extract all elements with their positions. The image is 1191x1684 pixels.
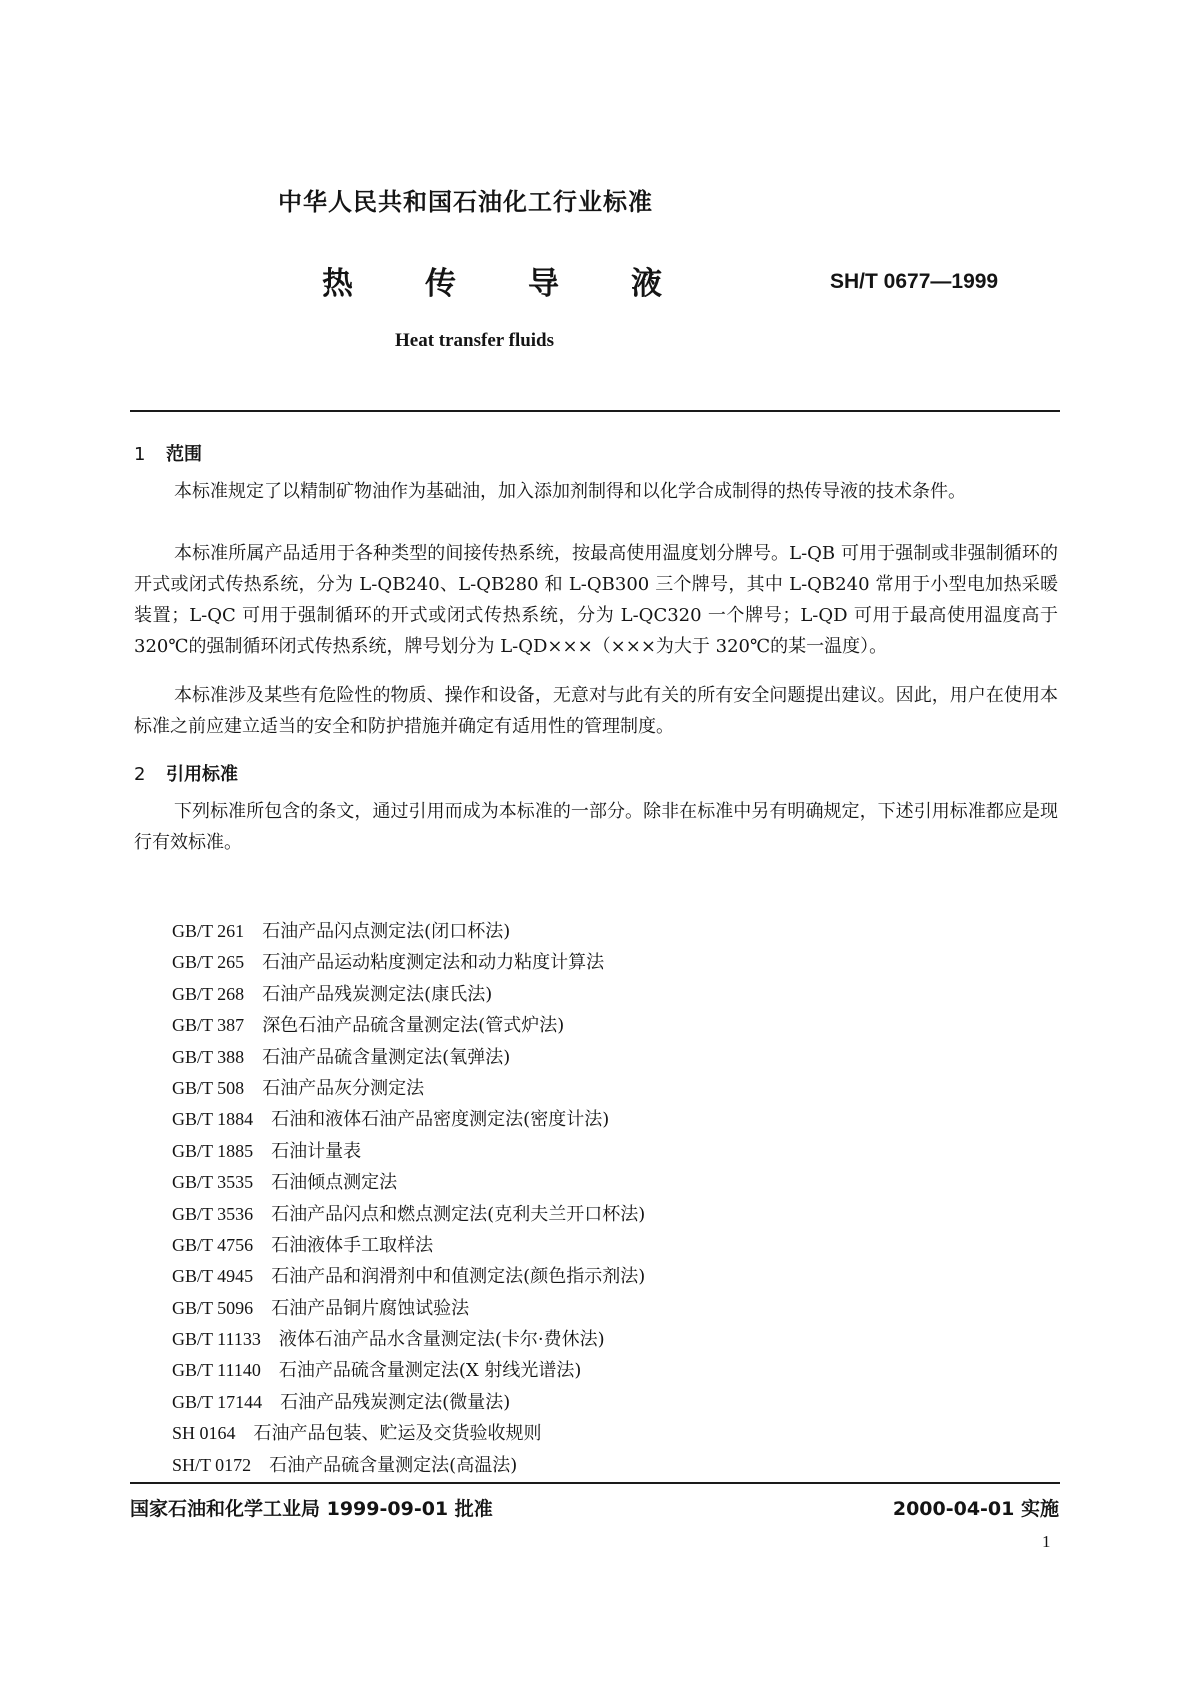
document-title: [322, 266, 662, 302]
title-char: 热: [322, 266, 353, 302]
list-item: [172, 1199, 645, 1230]
list-item: [172, 1261, 645, 1292]
section-number: 2: [134, 764, 146, 785]
reference-title: 石油产品闪点和燃点测定法(克利夫兰开口杯法): [271, 1203, 646, 1225]
list-item: [172, 1355, 645, 1386]
list-item: [172, 1167, 645, 1198]
standard-category-title: 中华人民共和国石油化工行业标准: [278, 188, 653, 216]
bottom-divider: [130, 1482, 1060, 1484]
implementation-date: 2000-04-01 实施: [892, 1498, 1059, 1520]
reference-code: SH/T 0172: [172, 1454, 252, 1475]
reference-code: GB/T 268: [172, 983, 245, 1004]
list-item: [172, 1450, 645, 1481]
reference-title: 石油产品灰分测定法: [262, 1077, 425, 1099]
reference-title: 石油产品硫含量测定法(X 射线光谱法): [278, 1360, 582, 1382]
reference-code: SH 0164: [172, 1423, 236, 1444]
reference-title: 石油液体手工取样法: [271, 1234, 434, 1256]
reference-title: 液体石油产品水含量测定法(卡尔·费休法): [278, 1329, 605, 1351]
reference-code: GB/T 11133: [172, 1329, 261, 1350]
reference-code: GB/T 5096: [172, 1297, 254, 1318]
reference-title: 石油产品闪点测定法(闭口杯法): [262, 921, 511, 942]
section-1-paragraph-1: 本标准规定了以精制矿物油作为基础油，加入添加剂制得和以化学合成制得的热传导液的技术条件。: [174, 481, 966, 502]
section-1-paragraph-3: 本标准涉及某些有危险性的物质、操作和设备，无意对与此有关的所有安全问题提出建议。因此，用户在使用本标准之前应建立适当的安全和防护措施并确定有适用性的管理制度。: [134, 685, 1058, 737]
list-item: [172, 1136, 645, 1167]
section-1-paragraph-2: 本标准所属产品适用于各种类型的间接传热系统，按最高使用温度划分牌号。L-QB 可用于强制或非强制循环的开式或闭式传热系统，分为 L-QB240、L-QB280 和 L-QB300 三个牌号，其中 L-QB240 常用于小型电加热采暖装置；L-QC 可用于强制循环的开式或闭式传热系统，分为 L-QC320 一个牌号；L-QD 可用于最高使用温度高于 320℃的强制循环闭式传热系统，牌号划分为 L-QD×××（×××为大于 320℃的某一温度）。: [134, 543, 1058, 657]
list-item: [172, 1104, 645, 1135]
reference-title: 石油产品硫含量测定法(氧弹法): [262, 1046, 511, 1068]
approval-statement: 国家石油和化学工业局 1999-09-01 批准: [130, 1498, 493, 1520]
list-item: [172, 1010, 645, 1041]
list-item: [172, 1073, 645, 1104]
title-char: 导: [528, 266, 559, 302]
section-2-intro: 下列标准所包含的条文，通过引用而成为本标准的一部分。除非在标准中另有明确规定，下述引用标准都应是现行有效标准。: [134, 801, 1058, 853]
section-title: 引用标准: [166, 764, 238, 785]
list-item: [172, 1387, 645, 1418]
list-item: [172, 1324, 645, 1355]
reference-title: 深色石油产品硫含量测定法(管式炉法): [262, 1015, 565, 1037]
reference-code: GB/T 265: [172, 952, 245, 973]
reference-code: GB/T 4756: [172, 1234, 254, 1255]
reference-code: GB/T 261: [172, 921, 245, 941]
list-item: [172, 947, 645, 978]
top-divider: [130, 410, 1060, 412]
reference-title: 石油产品和润滑剂中和值测定法(颜色指示剂法): [271, 1266, 646, 1288]
reference-title: 石油产品运动粘度测定法和动力粘度计算法: [262, 952, 605, 974]
reference-code: GB/T 1884: [172, 1109, 254, 1130]
reference-title: 石油产品铜片腐蚀试验法: [271, 1297, 470, 1319]
reference-title: 石油和液体石油产品密度测定法(密度计法): [271, 1109, 610, 1131]
section-title: 范围: [166, 444, 202, 465]
reference-title: 石油产品包装、贮运及交货验收规则: [253, 1423, 542, 1445]
list-item: [172, 1293, 645, 1324]
reference-title: 石油产品硫含量测定法(高温法): [269, 1454, 518, 1476]
reference-title: 石油计量表: [271, 1140, 362, 1162]
page-number: 1: [1042, 1532, 1051, 1551]
section-1-heading: [134, 440, 202, 466]
title-char: 传: [425, 266, 456, 302]
reference-code: GB/T 17144: [172, 1391, 263, 1412]
reference-code: GB/T 387: [172, 1015, 245, 1036]
reference-code: GB/T 11140: [172, 1360, 261, 1381]
title-char: 液: [631, 266, 662, 302]
list-item: [172, 916, 645, 947]
section-2-heading: [134, 760, 238, 786]
standard-code: SH/T 0677—1999: [830, 270, 999, 293]
list-item: [172, 1230, 645, 1261]
reference-code: GB/T 4945: [172, 1266, 254, 1287]
english-title: Heat transfer fluids: [395, 330, 555, 351]
list-item: [172, 1418, 645, 1449]
reference-title: 石油倾点测定法: [271, 1172, 398, 1194]
reference-code: GB/T 508: [172, 1077, 245, 1098]
reference-list: [172, 916, 645, 1481]
list-item: [172, 979, 645, 1010]
section-number: 1: [134, 444, 146, 465]
reference-title: 石油产品残炭测定法(微量法): [280, 1391, 511, 1413]
reference-title: 石油产品残炭测定法(康氏法): [262, 983, 493, 1005]
reference-code: GB/T 1885: [172, 1140, 254, 1161]
list-item: [172, 1042, 645, 1073]
reference-code: GB/T 3535: [172, 1172, 254, 1193]
reference-code: GB/T 388: [172, 1046, 245, 1067]
reference-code: GB/T 3536: [172, 1203, 254, 1224]
